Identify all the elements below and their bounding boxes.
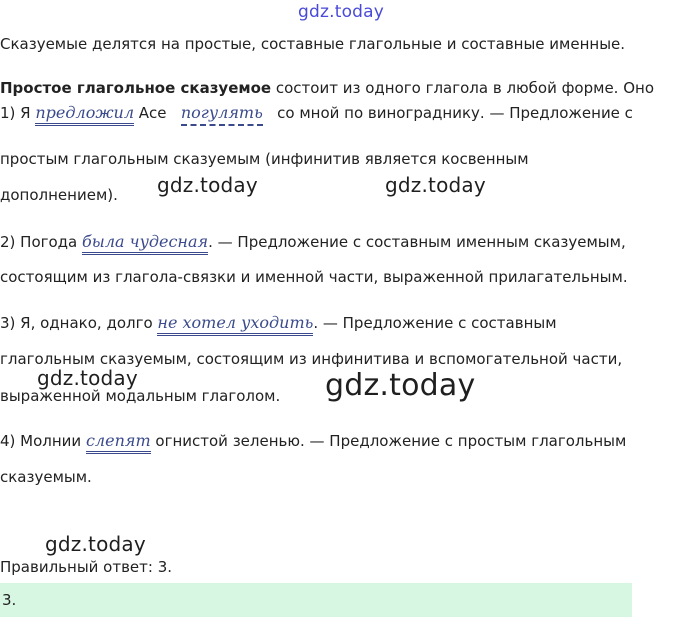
item-1-line-3: дополнением). — [0, 186, 118, 204]
item-text: . — Предложение с составным — [313, 314, 557, 332]
item-3-line-3: выраженной модальным глаголом. — [0, 387, 281, 405]
item-number: 2) Погода — [0, 233, 83, 251]
item-number: 1) Я — [0, 104, 36, 122]
item-3-line-1 — [0, 313, 557, 332]
item-2-line-2: состоящим из глагола-связки и именной части, выраженной прилагательным. — [0, 268, 628, 286]
definition-term: Простое глагольное сказуемое — [0, 79, 272, 97]
watermark: gdz.today — [385, 173, 486, 197]
watermark: gdz.today — [37, 366, 138, 390]
item-1-line-2: простым глагольным сказуемым (инфинитив является косвенным — [0, 150, 529, 168]
predicate-handwritten: была чудесная — [82, 232, 208, 255]
object-handwritten: погулять — [181, 103, 263, 126]
intro-text: Сказуемые делятся на простые, составные глагольные и составные именные. — [0, 35, 626, 53]
item-text: . — Предложение с составным именным сказуемым, — [208, 233, 626, 251]
answer-value: 3. — [2, 591, 17, 609]
answer-box — [0, 583, 632, 617]
item-text: Асе — [134, 104, 172, 122]
watermark: gdz.today — [325, 368, 476, 403]
item-number: 4) Молнии — [0, 432, 86, 450]
watermark: gdz.today — [45, 532, 146, 556]
item-3-line-2: глагольным сказуемым, состоящим из инфинитива и вспомогательной части, — [0, 350, 623, 368]
watermark: gdz.today — [157, 173, 258, 197]
item-4-line-2: сказуемым. — [0, 468, 92, 486]
predicate-handwritten: предложил — [35, 103, 134, 126]
predicate-handwritten: не хотел уходить — [157, 313, 313, 336]
item-4-line-1 — [0, 431, 626, 450]
predicate-handwritten: слепят — [86, 431, 151, 454]
answer-label: Правильный ответ: 3. — [0, 558, 173, 576]
item-text: со мной по винограднику. — Предложение с — [272, 104, 633, 122]
definition-line — [0, 79, 654, 97]
definition-text: состоит из одного глагола в любой форме. Оно — [271, 79, 654, 97]
item-text: огнистой зеленью. — Предложение с простым глагольным — [150, 432, 627, 450]
item-2-line-1 — [0, 232, 626, 251]
item-1-line-1 — [0, 103, 633, 122]
item-number: 3) Я, однако, долго — [0, 314, 158, 332]
watermark-top: gdz.today — [298, 2, 385, 22]
